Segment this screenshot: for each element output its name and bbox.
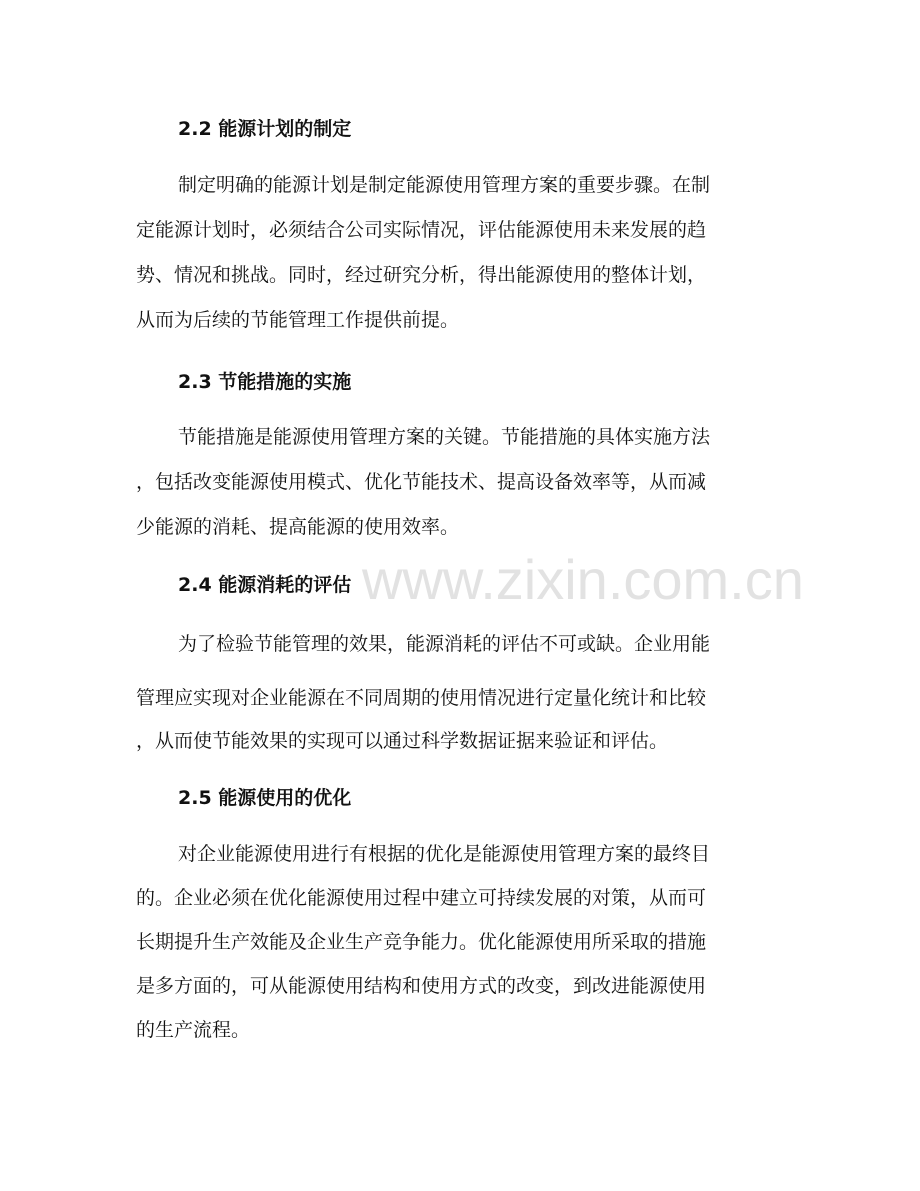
paragraph-line: 节能措施是能源使用管理方案的关键。节能措施的具体实施方法: [178, 426, 711, 448]
paragraph-line: 的。企业必须在优化能源使用过程中建立可持续发展的对策，从而可: [136, 887, 707, 909]
paragraph-line: 长期提升生产效能及企业生产竞争能力。优化能源使用所采取的措施: [136, 931, 707, 953]
paragraph-line: 对企业能源使用进行有根据的优化是能源使用管理方案的最终目: [178, 843, 711, 865]
paragraph-line: 的生产流程。: [136, 1019, 251, 1041]
paragraph-line: 制定明确的能源计划是制定能源使用管理方案的重要步骤。在制: [178, 174, 711, 196]
paragraph-line: 势、情况和挑战。同时，经过研究分析，得出能源使用的整体计划，: [136, 264, 707, 286]
paragraph-line: 从而为后续的节能管理工作提供前提。: [136, 309, 460, 331]
paragraph-line: 为了检验节能管理的效果，能源消耗的评估不可或缺。企业用能: [178, 633, 711, 655]
paragraph-line: 管理应实现对企业能源在不同周期的使用情况进行定量化统计和比较: [136, 687, 707, 709]
paragraph-line: 少能源的消耗、提高能源的使用效率。: [136, 516, 460, 538]
section-heading-2-5: 2.5 能源使用的优化: [178, 787, 352, 809]
section-heading-2-4: 2.4 能源消耗的评估: [178, 574, 352, 596]
paragraph-line: 是多方面的，可从能源使用结构和使用方式的改变，到改进能源使用: [136, 975, 707, 997]
section-heading-2-3: 2.3 节能措施的实施: [178, 371, 352, 393]
paragraph-line: ，包括改变能源使用模式、优化节能技术、提高设备效率等，从而减: [136, 471, 707, 493]
watermark: www.zixin.com.cn: [362, 548, 804, 611]
paragraph-line: ，从而使节能效果的实现可以通过科学数据证据来验证和评估。: [136, 730, 669, 752]
section-heading-2-2: 2.2 能源计划的制定: [178, 118, 352, 140]
paragraph-line: 定能源计划时，必须结合公司实际情况，评估能源使用未来发展的趋: [136, 219, 707, 241]
